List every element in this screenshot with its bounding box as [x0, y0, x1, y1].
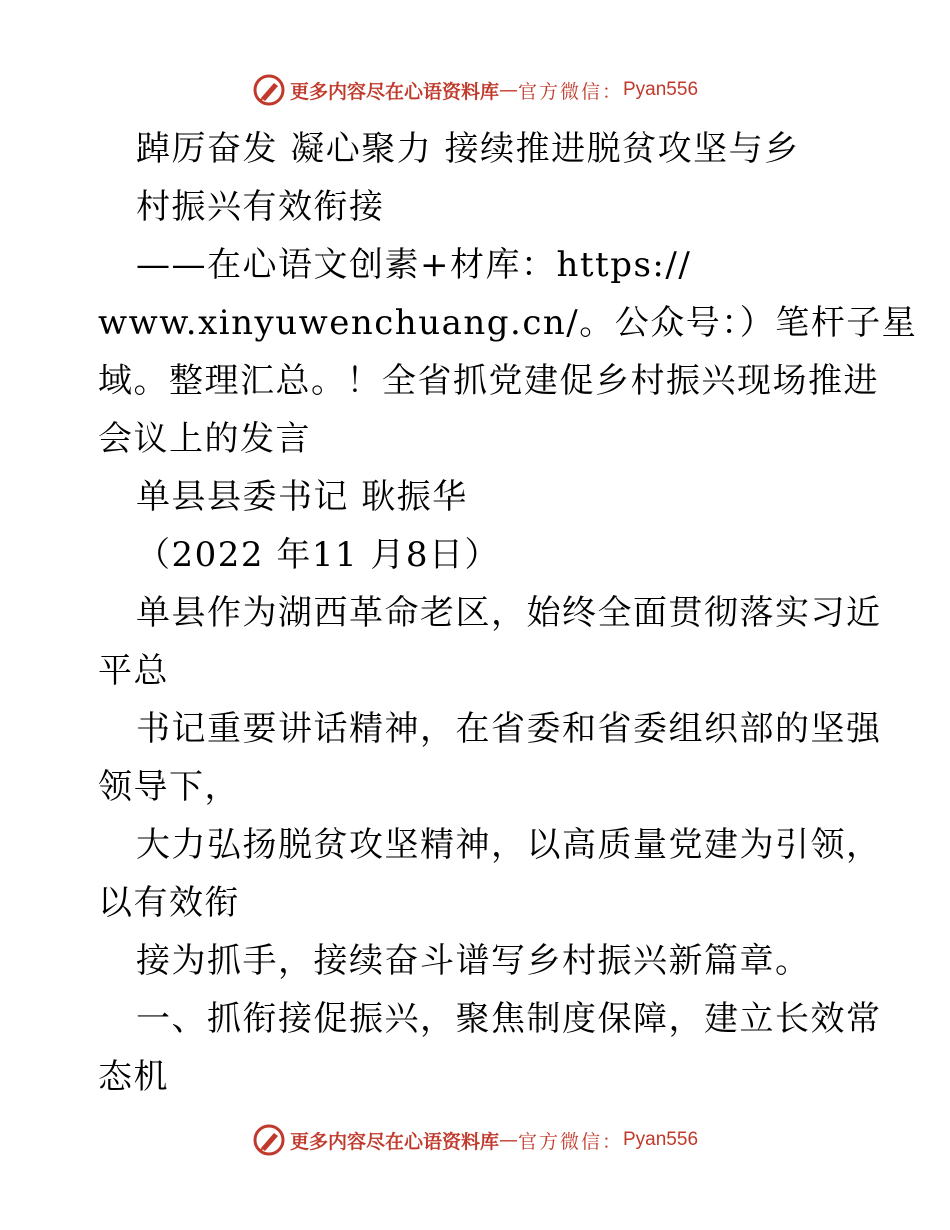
watermark-main-text: 更多内容尽在心语资料库	[289, 80, 499, 103]
section-heading-line: 一、抓衔接促振兴，聚焦制度保障，建立长效常	[136, 999, 882, 1039]
watermark-wechat-label: 官方微信：	[517, 1130, 623, 1153]
paragraph-line: 以有效衔	[98, 883, 240, 923]
pen-logo-icon	[252, 73, 286, 107]
subtitle-line-2: www.xinyuwenchuang.cn/。公众号：）笔杆子星	[98, 303, 918, 343]
header-watermark	[0, 70, 950, 110]
paragraph-line: 大力弘扬脱贫攻坚精神，以高质量党建为引领，	[136, 825, 882, 865]
watermark-main-text: 更多内容尽在心语资料库	[289, 1130, 499, 1153]
watermark-dash: —	[498, 1129, 518, 1151]
watermark-wechat-id: Pyan556	[623, 79, 699, 100]
footer-watermark	[0, 1120, 950, 1160]
paragraph-line: 平总	[98, 651, 169, 691]
paragraph-line: 单县作为湖西革命老区，始终全面贯彻落实习近	[136, 593, 882, 633]
subtitle-line-1: ——在心语文创素+材库：https://	[136, 245, 692, 285]
watermark-wechat-label: 官方微信：	[517, 80, 623, 103]
pen-logo-icon	[252, 1123, 286, 1157]
watermark-dash: —	[498, 79, 518, 101]
date-line: （2022 年11 月8日）	[136, 535, 501, 575]
subtitle-line-3: 域。整理汇总。！全省抓党建促乡村振兴现场推进	[98, 361, 879, 401]
author-line: 单县县委书记 耿振华	[136, 477, 468, 517]
paragraph-line: 书记重要讲话精神，在省委和省委组织部的坚强	[136, 709, 882, 749]
watermark-wechat-id: Pyan556	[623, 1129, 699, 1150]
section-heading-line: 态机	[98, 1057, 169, 1097]
paragraph-line: 领导下，	[98, 767, 240, 807]
document-body	[98, 120, 918, 1106]
title-line-1: 踔厉奋发 凝心聚力 接续推进脱贫攻坚与乡	[136, 129, 800, 169]
subtitle-line-4: 会议上的发言	[98, 419, 311, 459]
title-line-2: 村振兴有效衔接	[136, 187, 385, 227]
paragraph-line: 接为抓手，接续奋斗谱写乡村振兴新篇章。	[136, 941, 811, 981]
